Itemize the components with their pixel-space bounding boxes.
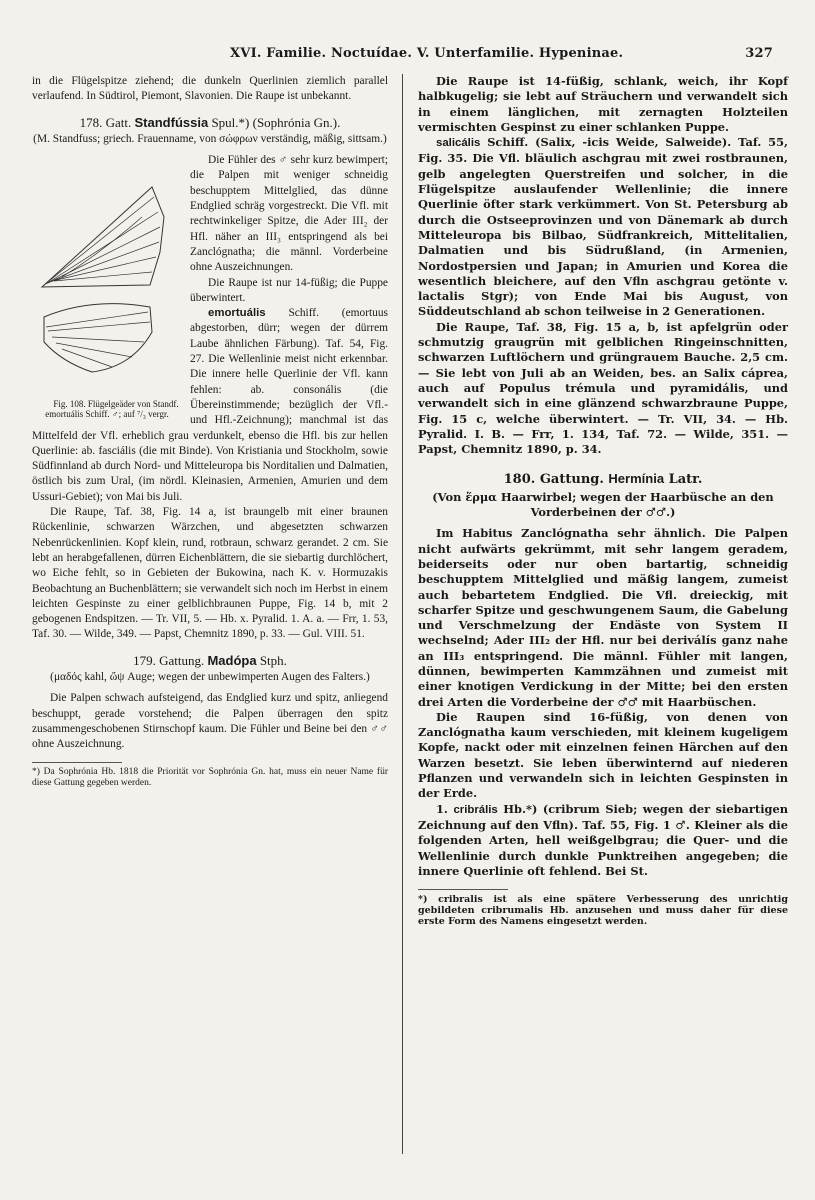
genus-178-etymology: (M. Standfuss; griech. Frauenname, von σώφρων verständig, mäßig, sittsam.) bbox=[33, 132, 387, 145]
species-cribralis-text: Hb.*) (cribrum Sieb; wegen der siebartigen Zeichnung auf den Vfln). Taf. 55, Fig. 1 ♂. Kleiner als die folgenden Arten, hell weißgelbgrau; die Quer- und die Wellenlinie durch dunkle Punktreihen angegeben; die innere Querlinie oft fehlend. Bei St. bbox=[418, 801, 789, 878]
genus-178-larva: Die Raupe ist nur 14-füßig; die Puppe überwintert. bbox=[190, 276, 388, 304]
genus-179-heading bbox=[32, 653, 388, 668]
genus-178-heading bbox=[32, 115, 388, 130]
genus-180-author: Latr. bbox=[668, 472, 703, 488]
genus-178-number: 178. Gatt. bbox=[79, 114, 132, 130]
genus-179-etymology: (μαδός kahl, ὤψ Auge; wegen der unbewimperten Augen des Falters.) bbox=[50, 670, 370, 683]
column-divider bbox=[402, 74, 403, 1154]
genus-180-larva: Die Raupen sind 16-füßig, von denen von Zanclógnatha kaum verschieden, mit kleinem kugeligem Kopfe, nackt oder mit einzelnen feinen Härchen auf den Warzen besetzt. Sie leben überwinternd auf niederen Pflanzen und verwandeln sich in leichten Gespinsten in der Erde. bbox=[418, 709, 788, 801]
wing-venation-drawing bbox=[32, 157, 182, 392]
footnote-rule-left bbox=[32, 762, 122, 763]
footnote-left: *) Da Sophrónia Hb. 1818 die Priorität vor Sophrónia Gn. hat, muss ein neuer Name für diese Gattung gegeben werden. bbox=[32, 767, 388, 789]
genus-180-name: Hermínia bbox=[608, 471, 665, 487]
genus-180-etymology: (Von ἕρμα Haarwirbel; wegen der Haarbüsche an den Vorderbeinen der ♂♂.) bbox=[432, 489, 774, 520]
intro-paragraph: in die Flügelspitze ziehend; die dunkeln Querlinien ziemlich parallel verlaufend. In Südtirol, Piemont, Slavonien. Die Raupe ist unbekannt. bbox=[32, 75, 388, 103]
genus-178-author: Spul.*) (Sophrónia Gn.). bbox=[211, 114, 341, 130]
species-salicalis-name: salicális bbox=[436, 137, 481, 150]
genus-180-number: 180. Gattung. bbox=[503, 472, 604, 488]
species-cribralis bbox=[418, 802, 788, 879]
species-salicalis-text: Schiff. (Salix, -icis Weide, Salweide). Taf. 55, Fig. 35. Die Vfl. bläulich aschgrau mit zwei rostbraunen, gelb angelegten Querstreifen und solcher, in die Flügelspitze auslaufender Wellenlinie; die innere Querlinie öfter stark verkümmert. Von St. Petersburg ab durch die Ostseeprovinzen und von Dänemark ab durch Mitteleuropa bis Bilbao, Südfrankreich, Mittelitalien, Dalmatien und bis Südrußland, (in Armenien, Nordostpersien und Japan; in Amurien und Korea die wesentlich bleichere, auf den Vfln aschgrau getönte v. lactalis Stgr); von Ende Mai bis August, von Süddeutschland ab schon teilweise in 2 Generationen. bbox=[418, 135, 788, 319]
footnote-rule-right bbox=[418, 889, 508, 890]
salicalis-larva: Die Raupe, Taf. 38, Fig. 15 a, b, ist apfelgrün oder schmutzig graugrün mit gelblichen Ringeinschnitten, schwarzen Luftlöchern und grüngrauem Bauche. 2,5 cm. — Sie lebt von Juli ab an Weiden, bes. an Salix cáprea, auch auf Populus trémula und pyramidális, und verwandelt sich in eine glänzend schwarzbraune Puppe, Fig. 15 c, welche überwintert. — Tr. VII, 34. — Hb. Pyralid. I. B. — Frr, 1. 134, Taf. 72. — Wilde, 351. — Papst, Chemnitz 1890, p. 34. bbox=[418, 319, 788, 457]
genus-178-larva-cont: Die Raupe ist 14-füßig, schlank, weich, ihr Kopf halbkugelig; sie lebt auf Sträuchern und verwandelt sich in einem länglichen, mit zernagten Holzteilen vermischten Gespinst zu einer schlanken Puppe. bbox=[418, 74, 788, 134]
emortualis-larva: Die Raupe, Taf. 38, Fig. 14 a, ist braungelb mit einer braunen Rückenlinie, schwarzen Wärzchen, und abgesetzten schwarzen Nebenrückenlinien. Kopf klein, rund, rotbraun, schwarz gerandet. 2 cm. Sie lebt an herabgefallenen, dürren Eichenblättern, die sie siebartig durchlöchert, wo Eiche fehlt, so in Gebieten der Bukowina, nach K. v. Hormuzakis Beobachtung an Buchenblättern; sie verwandelt sich noch im Herbst in einem leichten Gespinste zu einer gelblichbraunen Puppe, Fig. 14 b, mit 2 gebogenen Endspitzen. — Tr. VII, 5. — Hb. x. Pyralid. 1. A. a. — Frr, 1. 53, Taf. 30. — Wilde, 349. — Papst, Chemnitz 1890, p. 33. — Gul. VIII. 51. bbox=[32, 506, 388, 641]
left-column bbox=[32, 74, 388, 789]
species-emortualis-text: Schiff. (emortuus abgestorben, dürr; wegen der dürrem Laube ähnlichen Färbung). Taf. 54, Fig. 27. Die Wellenlinie meist nicht erkennbar. Die innere helle Querlinie der Vfl. kann fehlen: ab. consonális (die Übereinstimmende; bezüglich der Vfl.- und Hfl.-Zeichnung); manchmal ist das Mittelfeld der Vfl. erheblich grau verdunkelt, ebenso die Hfl. bis zur hellen Querlinie: ab. fasciális (die mit Binde). Von Kristiania und Stockholm, sowie Südfinnland ab durch Nord- und Mitteleuropa bis Norditalien und Dalmatien, östlich bis zum Ural, (im nördl. Kleinasien, Armenien, Amurien und dem Ussuri-Gebiet); von Mai bis Juli. bbox=[32, 307, 388, 503]
species-emortualis-name: emortuális bbox=[208, 307, 266, 320]
running-header bbox=[150, 46, 785, 66]
genus-178-name: Standfússia bbox=[134, 114, 209, 130]
species-cribralis-name: cribrális bbox=[453, 803, 498, 816]
genus-180-heading bbox=[418, 471, 788, 487]
genus-179-author: Stph. bbox=[259, 652, 287, 668]
right-column bbox=[418, 74, 788, 927]
page-number: 327 bbox=[745, 46, 773, 61]
genus-179-description: Die Palpen schwach aufsteigend, das Endglied kurz und spitz, anliegend beschuppt, gerade vorstehend; die Palpen überragen den spitz zusammengeschobenen Stirnschopf kaum. Die Fühler und Beine bei den ♂♂ ohne Auszeichnung. bbox=[32, 692, 388, 751]
footnote-right: *) cribralis ist als eine spätere Verbesserung des unrichtig gebildeten cribrumalis Hb. anzusehen und muss daher für diese erste Form des Namens eingesetzt werden. bbox=[418, 894, 788, 928]
genus-179-number: 179. Gattung. bbox=[133, 652, 205, 668]
figure-caption: Fig. 108. Flügelgeäder von Standf. emortuális Schiff. ♂; auf ⁷/₃ vergr. bbox=[45, 399, 179, 420]
genus-180-description: Im Habitus Zanclógnatha sehr ähnlich. Die Palpen nicht aufwärts gekrümmt, mit sehr langem geradem, beiderseits oder nur oben bartartig, schneidig beschupptem Mittelglied und mäßig langem, zumeist auch bebartetem Endglied. Die Vfl. dreieckig, mit scharfer Spitze und geschwungenem Saum, die Gabelung und Verschmelzung der Endäste von System II wechselnd; Ader III₂ der Hfl. nur bei deriválís ganz nahe an III₃ entspringend. Die männl. Fühler mit langen, dünnen, bewimperten Kammzähnen und zumeist mit einer knotigen Verdickung in der Mitte; bei den ersten drei Arten die Vorderbeine der ♂♂ mit Haarbüschen. bbox=[418, 526, 788, 709]
wing-venation-figure bbox=[32, 157, 182, 419]
genus-179-name: Madópa bbox=[207, 652, 257, 668]
species-salicalis bbox=[418, 135, 788, 320]
genus-178-text-a: Die Fühler des ♂ sehr kurz bewimpert; die Palpen mit weniger schneidig beschupptem Mittelglied, das dünne Endglied schräg vorgestreckt. Die Vfl. mit rechtwinkeliger Spitze, die Ader III₂ der Hfl. näher an III₃ entspringend als bei Zanclógnatha; die männl. Vorderbeine ohne Auszeichnungen. bbox=[190, 154, 388, 274]
header-title: XVI. Familie. Noctuídae. V. Unterfamilie. Hypeninae. bbox=[230, 46, 624, 61]
species-cribralis-number: 1. bbox=[436, 801, 448, 816]
